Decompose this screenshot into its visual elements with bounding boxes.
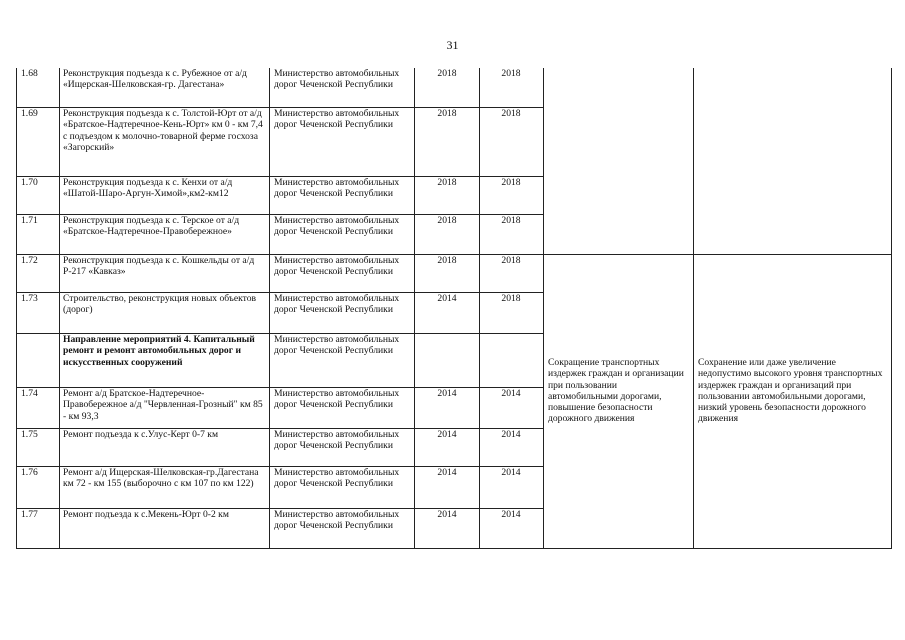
page-number: 31 — [446, 38, 459, 52]
row-number: 1.71 — [21, 215, 38, 226]
end-year: 2018 — [501, 293, 521, 304]
measure-name: Ремонт а/д Ищерская-Шелковская-гр.Дагестана км 72 - км 155 (выборочно с км 107 по км 122) — [63, 467, 259, 490]
non-implementation-consequence: Сохранение или даже увеличение недопустимо высокого уровня транспортных издержек граждан и организаций при пользовании автомобильными дорогами, низкий уровень безопасности дорожного движения — [698, 357, 883, 425]
measure-name: Строительство, реконструкция новых объектов (дорог) — [63, 293, 257, 316]
row-number: 1.72 — [21, 255, 38, 266]
responsible-executor: Министерство автомобильных дорог Чеченской Республики — [274, 215, 400, 238]
measure-name: Реконструкция подъезда к с. Кенхи от а/д «Шатой-Шаро-Аргун-Химой»,км2-км12 — [63, 177, 233, 200]
start-year: 2018 — [437, 255, 457, 266]
start-year: 2018 — [437, 68, 457, 79]
measure-name: Ремонт подъезда к с.Мекень-Юрт 0-2 км — [63, 509, 229, 520]
end-year: 2014 — [501, 509, 521, 520]
measure-name: Реконструкция подъезда к с. Рубежное от а/д «Ищерская-Шелковская-гр. Дагестана» — [63, 68, 247, 91]
measure-name: Реконструкция подъезда к с. Кошкельды от а/д Р-217 «Кавказ» — [63, 255, 255, 278]
start-year: 2018 — [437, 108, 457, 119]
expected-result: Сокращение транспортных издержек граждан и организации при пользовании автомобильными дорогами, повышение безопасности дорожного движения — [548, 357, 684, 425]
row-number: 1.76 — [21, 467, 38, 478]
section-heading: Направление мероприятий 4. Капитальный ремонт и ремонт автомобильных дорог и искусственных сооружений — [63, 334, 255, 368]
measures-table — [16, 68, 892, 549]
row-number: 1.68 — [21, 68, 38, 79]
row-number: 1.75 — [21, 429, 38, 440]
measure-name: Реконструкция подъезда к с. Терское от а/д «Братское-Надтеречное-Правобережное» — [63, 215, 240, 238]
row-number: 1.74 — [21, 388, 38, 399]
responsible-executor: Министерство автомобильных дорог Чеченской Республики — [274, 108, 400, 131]
start-year: 2018 — [437, 215, 457, 226]
start-year: 2014 — [437, 293, 457, 304]
responsible-executor: Министерство автомобильных дорог Чеченской Республики — [274, 293, 400, 316]
responsible-executor: Министерство автомобильных дорог Чеченской Республики — [274, 255, 400, 278]
row-number: 1.70 — [21, 177, 38, 188]
start-year: 2018 — [437, 177, 457, 188]
end-year: 2018 — [501, 177, 521, 188]
end-year: 2014 — [501, 467, 521, 478]
end-year: 2014 — [501, 429, 521, 440]
start-year: 2014 — [437, 467, 457, 478]
end-year: 2018 — [501, 255, 521, 266]
end-year: 2018 — [501, 215, 521, 226]
responsible-executor: Министерство автомобильных дорог Чеченской Республики — [274, 177, 400, 200]
end-year: 2014 — [501, 388, 521, 399]
measure-name: Ремонт подъезда к с.Улус-Керт 0-7 км — [63, 429, 219, 440]
end-year: 2018 — [501, 68, 521, 79]
row-number: 1.73 — [21, 293, 38, 304]
start-year: 2014 — [437, 509, 457, 520]
end-year: 2018 — [501, 108, 521, 119]
responsible-executor: Министерство автомобильных дорог Чеченской Республики — [274, 388, 400, 411]
responsible-executor: Министерство автомобильных дорог Чеченской Республики — [274, 68, 400, 91]
responsible-executor: Министерство автомобильных дорог Чеченской Республики — [274, 467, 400, 490]
row-number: 1.69 — [21, 108, 38, 119]
responsible-executor: Министерство автомобильных дорог Чеченской Республики — [274, 509, 400, 532]
row-number: 1.77 — [21, 509, 38, 520]
start-year: 2014 — [437, 429, 457, 440]
responsible-executor: Министерство автомобильных дорог Чеченской Республики — [274, 429, 400, 452]
start-year: 2014 — [437, 388, 457, 399]
responsible-executor: Министерство автомобильных дорог Чеченской Республики — [274, 334, 400, 357]
measure-name: Реконструкция подъезда к с. Толстой-Юрт от а/д «Братское-Надтеречное-Кень-Юрт» км 0 - км 7,4 с подъездом к молочно-товарной ферме госхоза «Загорский» — [63, 108, 263, 153]
measure-name: Ремонт а/д Братское-Надтеречное-Правобережное а/д "Червленная-Грозный" км 85 - км 93,3 — [63, 388, 263, 422]
